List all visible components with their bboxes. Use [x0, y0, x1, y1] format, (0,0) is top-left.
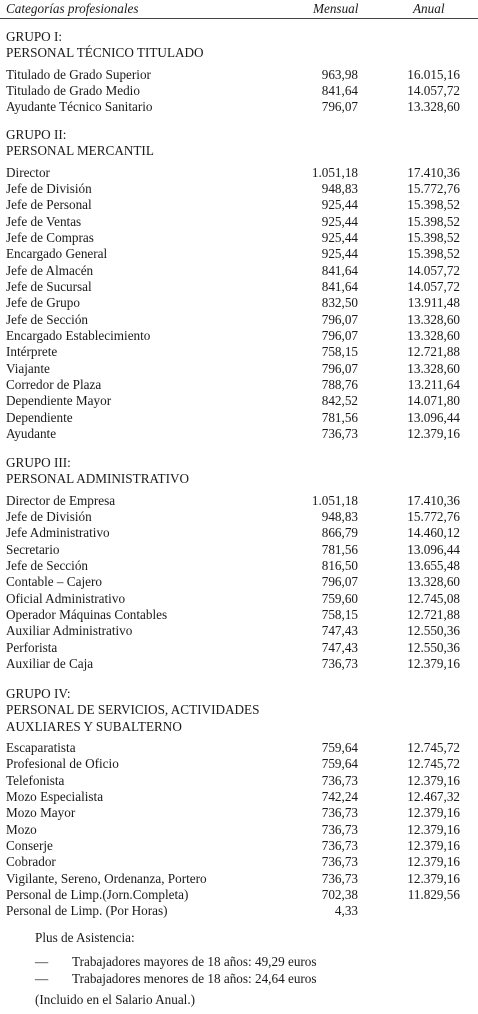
table-row	[0, 640, 478, 656]
annual-value: 14.057,72	[407, 279, 460, 294]
table-row	[0, 230, 478, 246]
monthly-value: 841,64	[321, 279, 358, 294]
annual-value: 13.328,60	[407, 328, 460, 344]
annual-value: 15.398,52	[407, 213, 460, 229]
monthly-value: 925,44	[321, 197, 358, 213]
monthly-value: 796,07	[321, 328, 358, 344]
category-name: Director	[6, 164, 50, 180]
category-name: Oficial Administrativo	[6, 590, 126, 606]
table-row	[0, 165, 478, 181]
group-section	[0, 455, 478, 672]
annual-value: 12.379,16	[407, 854, 460, 870]
annual-value: 12.467,32	[407, 788, 460, 804]
annual-value: 15.398,52	[407, 229, 460, 245]
table-row	[0, 67, 478, 83]
monthly-value: 963,98	[321, 66, 358, 82]
table-row	[0, 756, 478, 772]
category-name: Jefe de Personal	[6, 197, 92, 213]
category-name: Contable – Cajero	[6, 574, 102, 590]
table-row	[0, 246, 478, 262]
category-name: Intérprete	[6, 344, 58, 360]
monthly-value: 796,07	[321, 99, 358, 115]
group-subtitle: PERSONAL TÉCNICO TITULADO	[6, 45, 204, 61]
annual-value: 13.911,48	[407, 295, 460, 311]
annual-value: 15.772,76	[407, 180, 460, 196]
monthly-value: 781,56	[321, 409, 358, 425]
table-row	[0, 279, 478, 295]
annual-value: 15.772,76	[407, 508, 460, 524]
category-name: Secretario	[6, 541, 60, 557]
table-row	[0, 740, 478, 756]
group-title: GRUPO III:	[6, 455, 71, 470]
annual-value: 13.328,60	[407, 311, 460, 327]
column-header-monthly: Mensual	[313, 1, 359, 16]
category-name: Jefe de Sección	[6, 557, 89, 573]
monthly-value: 1.051,18	[311, 492, 358, 508]
annual-value: 17.410,36	[407, 492, 460, 508]
category-name: Mozo Especialista	[6, 788, 104, 804]
monthly-value: 925,44	[321, 229, 358, 245]
monthly-value: 736,73	[321, 837, 358, 853]
table-row	[0, 656, 478, 672]
annual-value: 12.379,16	[407, 772, 460, 788]
category-name: Perforista	[6, 639, 58, 655]
group-subtitle: AUXLIARES Y SUBALTERNO	[6, 718, 182, 734]
category-name: Mozo Mayor	[6, 805, 76, 821]
table-row	[0, 542, 478, 558]
monthly-value: 759,64	[321, 756, 358, 772]
annual-value: 12.379,16	[407, 656, 460, 672]
table-row	[0, 263, 478, 279]
category-name: Encargado Establecimiento	[6, 328, 151, 344]
table-row	[0, 197, 478, 213]
category-name: Ayudante Técnico Sanitario	[6, 99, 153, 115]
category-name: Profesional de Oficio	[6, 756, 119, 772]
annual-value: 13.096,44	[407, 409, 460, 425]
table-row	[0, 838, 478, 854]
monthly-value: 758,15	[321, 607, 358, 622]
annual-value: 13.655,48	[407, 557, 460, 573]
annual-value: 17.410,36	[407, 164, 460, 180]
annual-value: 12.379,16	[407, 426, 460, 442]
category-name: Escaparatista	[6, 739, 76, 755]
table-row	[0, 574, 478, 590]
category-name: Jefe de Compras	[6, 229, 94, 245]
annual-value: 12.550,36	[407, 639, 460, 655]
category-name: Jefe de División	[6, 508, 92, 524]
annual-value: 14.071,80	[407, 393, 460, 409]
annual-value: 12.745,08	[407, 590, 460, 606]
table-row	[0, 83, 478, 99]
table-row	[0, 822, 478, 838]
monthly-value: 759,64	[321, 739, 358, 755]
table-row	[0, 789, 478, 805]
group-title: GRUPO II:	[6, 127, 67, 142]
group-subtitle: PERSONAL DE SERVICIOS, ACTIVIDADES	[6, 702, 260, 718]
annual-value: 16.015,16	[407, 66, 460, 82]
category-name: Auxiliar Administrativo	[6, 623, 133, 639]
annual-value: 15.398,52	[407, 197, 460, 213]
group-section	[0, 686, 478, 920]
category-name: Director de Empresa	[6, 492, 116, 508]
monthly-value: 796,07	[321, 574, 358, 590]
monthly-value: 788,76	[321, 377, 358, 393]
category-name: Ayudante	[6, 426, 57, 442]
annual-value: 14.057,72	[407, 82, 460, 98]
category-name: Dependiente Mayor	[6, 393, 112, 409]
table-row	[0, 887, 478, 903]
annual-value: 15.398,52	[407, 246, 460, 262]
category-name: Mozo	[6, 821, 37, 837]
table-row	[0, 509, 478, 525]
monthly-value: 736,73	[321, 821, 358, 837]
monthly-value: 1.051,18	[311, 164, 358, 180]
category-name: Operador Máquinas Contables	[6, 607, 168, 622]
annual-value: 13.328,60	[407, 360, 460, 376]
monthly-value: 758,15	[321, 344, 358, 360]
group-section	[0, 127, 478, 442]
table-row	[0, 181, 478, 197]
category-name: Jefe Administrativo	[6, 525, 110, 541]
monthly-value: 781,56	[321, 541, 358, 557]
dash-bullet: —	[35, 971, 49, 986]
monthly-value: 747,43	[321, 623, 358, 639]
monthly-value: 948,83	[321, 180, 358, 196]
plus-title: Plus de Asistencia:	[35, 930, 135, 945]
category-name: Corredor de Plaza	[6, 377, 102, 393]
annual-value: 12.745,72	[407, 739, 460, 755]
monthly-value: 4,33	[334, 903, 358, 919]
monthly-value: 925,44	[321, 246, 358, 262]
category-name: Cobrador	[6, 854, 56, 870]
monthly-value: 736,73	[321, 854, 358, 870]
category-name: Jefe de División	[6, 180, 92, 196]
category-name: Jefe de Sección	[6, 311, 89, 327]
plus-line-under-18: Trabajadores menores de 18 años: 24,64 euros	[72, 971, 317, 986]
monthly-value: 841,64	[321, 82, 358, 98]
table-row	[0, 871, 478, 887]
monthly-value: 736,73	[321, 426, 358, 442]
annual-value: 13.328,60	[407, 99, 460, 115]
table-row	[0, 773, 478, 789]
group-title: GRUPO IV:	[6, 686, 71, 701]
category-name: Personal de Limp.(Jorn.Completa)	[6, 886, 189, 902]
monthly-value: 736,73	[321, 805, 358, 821]
group-section	[0, 29, 478, 116]
annual-value: 14.057,72	[407, 262, 460, 278]
annual-value: 12.721,88	[407, 607, 460, 622]
group-subtitle: PERSONAL MERCANTIL	[6, 143, 154, 159]
table-row	[0, 623, 478, 639]
monthly-value: 841,64	[321, 262, 358, 278]
table-row	[0, 591, 478, 607]
monthly-value: 842,52	[321, 393, 358, 409]
table-row	[0, 361, 478, 377]
table-row	[0, 214, 478, 230]
category-name: Jefe de Sucursal	[6, 279, 92, 294]
plus-line-over-18: Trabajadores mayores de 18 años: 49,29 euros	[72, 954, 317, 969]
footer-note: (Incluido en el Salario Anual.)	[35, 992, 196, 1007]
table-row	[0, 410, 478, 426]
category-name: Titulado de Grado Superior	[6, 66, 151, 82]
table-row	[0, 854, 478, 870]
table-row	[0, 312, 478, 328]
header-divider	[0, 18, 478, 19]
annual-value: 12.379,16	[407, 870, 460, 886]
annual-value: 11.829,56	[407, 886, 460, 902]
category-name: Personal de Limp. (Por Horas)	[6, 903, 168, 919]
monthly-value: 816,50	[321, 557, 358, 573]
category-name: Telefonista	[6, 772, 65, 788]
annual-value: 13.328,60	[407, 574, 460, 590]
table-row	[0, 525, 478, 541]
table-row	[0, 295, 478, 311]
table-row	[0, 805, 478, 821]
annual-value: 12.721,88	[407, 344, 460, 360]
table-row	[0, 328, 478, 344]
category-name: Viajante	[6, 360, 50, 376]
category-name: Jefe de Grupo	[6, 295, 80, 311]
table-row	[0, 393, 478, 409]
category-name: Encargado General	[6, 246, 108, 262]
monthly-value: 747,43	[321, 639, 358, 655]
annual-value: 12.379,16	[407, 837, 460, 853]
monthly-value: 736,73	[321, 870, 358, 886]
table-row	[0, 558, 478, 574]
monthly-value: 736,73	[321, 656, 358, 672]
category-name: Dependiente	[6, 409, 73, 425]
annual-value: 12.379,16	[407, 805, 460, 821]
category-name: Conserje	[6, 837, 53, 853]
monthly-value: 736,73	[321, 772, 358, 788]
category-name: Titulado de Grado Medio	[6, 82, 140, 98]
monthly-value: 866,79	[321, 525, 358, 541]
monthly-value: 759,60	[321, 590, 358, 606]
annual-value: 13.211,64	[407, 377, 460, 393]
column-header-categories: Categorías profesionales	[6, 1, 139, 16]
monthly-value: 948,83	[321, 508, 358, 524]
annual-value: 12.745,72	[407, 756, 460, 772]
category-name: Jefe de Almacén	[6, 262, 94, 278]
monthly-value: 796,07	[321, 311, 358, 327]
monthly-value: 832,50	[321, 295, 358, 311]
table-row	[0, 426, 478, 442]
group-subtitle: PERSONAL ADMINISTRATIVO	[6, 471, 190, 487]
table-row	[0, 377, 478, 393]
annual-value: 12.379,16	[407, 821, 460, 837]
category-name: Jefe de Ventas	[6, 213, 82, 229]
dash-bullet: —	[35, 954, 49, 969]
monthly-value: 796,07	[321, 360, 358, 376]
category-name: Vigilante, Sereno, Ordenanza, Portero	[6, 870, 207, 886]
annual-value: 13.096,44	[407, 541, 460, 557]
monthly-value: 702,38	[321, 886, 358, 902]
table-row	[0, 903, 478, 919]
table-row	[0, 99, 478, 115]
monthly-value: 925,44	[321, 213, 358, 229]
table-row	[0, 493, 478, 509]
table-header	[0, 0, 478, 19]
column-header-annual: Anual	[413, 1, 445, 16]
annual-value: 14.460,12	[407, 525, 460, 541]
table-row	[0, 344, 478, 360]
table-row	[0, 607, 478, 623]
group-title: GRUPO I:	[6, 29, 63, 44]
category-name: Auxiliar de Caja	[6, 656, 94, 672]
annual-value: 12.550,36	[407, 623, 460, 639]
monthly-value: 742,24	[321, 788, 358, 804]
